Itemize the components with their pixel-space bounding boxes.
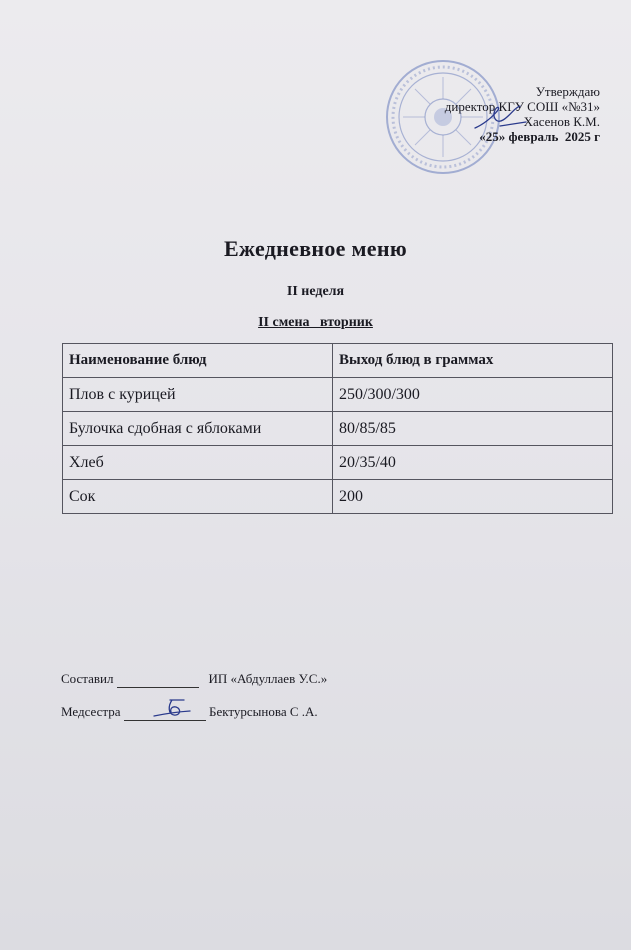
- director-signature: [470, 100, 530, 135]
- nurse-label: Медсестра: [61, 704, 121, 719]
- composed-name: ИП «Абдуллаев У.С.»: [208, 671, 328, 686]
- dish-cell: Булочка сдобная с яблоками: [63, 412, 333, 446]
- composed-by-line: [61, 671, 327, 688]
- approval-line-3: Хасенов К.М.: [523, 114, 600, 129]
- dish-cell: Сок: [63, 480, 333, 514]
- table-row: [63, 412, 613, 446]
- approval-date-day-month: «25» февраль: [479, 129, 559, 144]
- page-title: Ежедневное меню: [224, 236, 407, 261]
- table-row: [63, 480, 613, 514]
- approval-line-1: Утверждаю: [535, 84, 600, 99]
- weight-cell: 250/300/300: [333, 378, 613, 412]
- table-row: [63, 446, 613, 480]
- nurse-signature: [150, 696, 195, 722]
- week-label: II неделя: [286, 284, 345, 299]
- table-header-row: [63, 344, 613, 378]
- weight-cell: 80/85/85: [333, 412, 613, 446]
- weight-cell: 20/35/40: [333, 446, 613, 480]
- table-row: [63, 378, 613, 412]
- approval-date-year: 2025 г: [564, 129, 600, 144]
- dish-cell: Плов с курицей: [63, 378, 333, 412]
- shift-label-text: II смена вторник: [258, 315, 373, 330]
- header-weight: Выход блюд в граммах: [333, 344, 613, 378]
- nurse-name: Бектурсынова С .А.: [209, 704, 318, 719]
- dish-cell: Хлеб: [63, 446, 333, 480]
- signature-blank: [117, 671, 199, 688]
- composed-label: Составил: [61, 671, 114, 686]
- shift-label: [0, 315, 631, 331]
- header-dish: Наименование блюд: [63, 344, 333, 378]
- weight-cell: 200: [333, 480, 613, 514]
- approval-line-2: директор КГУ СОШ «№31»: [444, 99, 600, 114]
- menu-table: [62, 343, 613, 514]
